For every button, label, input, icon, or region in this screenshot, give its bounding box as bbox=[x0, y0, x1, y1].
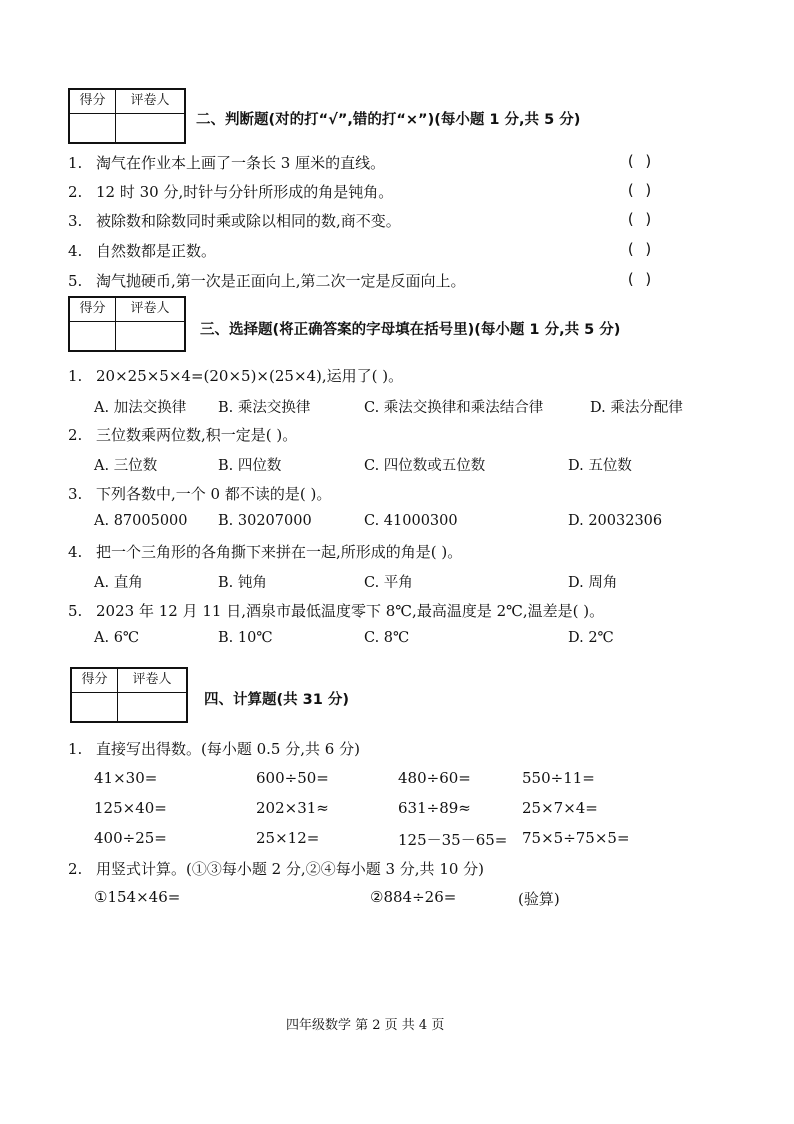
item-number: 1. bbox=[68, 154, 83, 172]
calc-expression: 202×31≈ bbox=[256, 799, 329, 817]
option-d[interactable]: D. 乘法分配律 bbox=[590, 400, 683, 416]
choice-question bbox=[68, 600, 604, 621]
option-c[interactable]: C. 8℃ bbox=[364, 630, 410, 646]
section3-title: 三、选择题(将正确答案的字母填在括号里)(每小题 1 分,共 5 分) bbox=[200, 322, 621, 338]
score-cell[interactable] bbox=[72, 693, 118, 721]
calc-expression: 631÷89≈ bbox=[398, 799, 471, 817]
choice-question bbox=[68, 483, 331, 504]
item-text: 淘气抛硬币,第一次是正面向上,第二次一定是反面向上。 bbox=[96, 272, 466, 290]
question-number: 5. bbox=[68, 602, 83, 620]
calc-expression: 41×30= bbox=[94, 769, 158, 787]
option-a[interactable]: A. 三位数 bbox=[94, 458, 158, 474]
grader-label: 评卷人 bbox=[116, 90, 184, 114]
item-text: 被除数和除数同时乘或除以相同的数,商不变。 bbox=[96, 212, 401, 230]
page-footer: 四年级数学 第 2 页 共 4 页 bbox=[286, 1018, 445, 1033]
calc-expression: 400÷25= bbox=[94, 829, 167, 847]
calc-expression: 25×7×4= bbox=[522, 799, 598, 817]
answer-paren[interactable]: ( ) bbox=[626, 270, 654, 288]
question-number: 1. bbox=[68, 740, 83, 758]
verify-label: (验算) bbox=[518, 890, 560, 908]
option-b[interactable]: B. 30207000 bbox=[218, 513, 312, 529]
score-label: 得分 bbox=[70, 90, 116, 114]
score-label: 得分 bbox=[72, 669, 118, 693]
question-text: 用竖式计算。(①③每小题 2 分,②④每小题 3 分,共 10 分) bbox=[96, 860, 485, 878]
score-box-section3 bbox=[68, 296, 186, 352]
answer-paren[interactable]: ( ) bbox=[626, 152, 654, 170]
option-c[interactable]: C. 41000300 bbox=[364, 513, 458, 529]
calc-expression: 25×12= bbox=[256, 829, 320, 847]
item-number: 5. bbox=[68, 272, 83, 290]
question-text: 下列各数中,一个 0 都不读的是( )。 bbox=[96, 485, 332, 503]
calc-expression: 480÷60= bbox=[398, 769, 471, 787]
score-box-section4 bbox=[70, 667, 188, 723]
judge-item bbox=[68, 181, 393, 202]
item-number: 3. bbox=[68, 212, 83, 230]
grader-cell[interactable] bbox=[116, 322, 184, 350]
item-number: 2. bbox=[68, 183, 83, 201]
item-text: 12 时 30 分,时针与分针所形成的角是钝角。 bbox=[96, 183, 394, 201]
question-number: 3. bbox=[68, 485, 83, 503]
question-text: 直接写出得数。(每小题 0.5 分,共 6 分) bbox=[96, 740, 360, 758]
question-number: 2. bbox=[68, 860, 83, 878]
score-cell[interactable] bbox=[70, 114, 116, 142]
question-number: 4. bbox=[68, 543, 83, 561]
option-b[interactable]: B. 乘法交换律 bbox=[218, 400, 311, 416]
calc-question-2 bbox=[68, 858, 484, 879]
option-b[interactable]: B. 四位数 bbox=[218, 458, 282, 474]
calc-question-1 bbox=[68, 738, 360, 759]
section2-title: 二、判断题(对的打“√”,错的打“×”)(每小题 1 分,共 5 分) bbox=[196, 112, 581, 128]
item-number: 4. bbox=[68, 242, 83, 260]
grader-cell[interactable] bbox=[116, 114, 184, 142]
section4-title: 四、计算题(共 31 分) bbox=[204, 692, 350, 708]
score-cell[interactable] bbox=[70, 322, 116, 350]
calc-expression: 600÷50= bbox=[256, 769, 329, 787]
vertical-calc-item: ①154×46= bbox=[94, 888, 181, 906]
option-a[interactable]: A. 加法交换律 bbox=[94, 400, 187, 416]
grader-cell[interactable] bbox=[118, 693, 186, 721]
answer-paren[interactable]: ( ) bbox=[626, 181, 654, 199]
option-a[interactable]: A. 直角 bbox=[94, 575, 143, 591]
grader-label: 评卷人 bbox=[118, 669, 186, 693]
calc-expression: 125－35－65= bbox=[398, 831, 508, 849]
question-number: 1. bbox=[68, 367, 83, 385]
option-c[interactable]: C. 平角 bbox=[364, 575, 413, 591]
option-d[interactable]: D. 周角 bbox=[568, 575, 618, 591]
choice-question bbox=[68, 365, 403, 386]
judge-item bbox=[68, 240, 216, 261]
question-text: 把一个三角形的各角撕下来拼在一起,所形成的角是( )。 bbox=[96, 543, 463, 561]
calc-expression: 550÷11= bbox=[522, 769, 595, 787]
option-d[interactable]: D. 20032306 bbox=[568, 513, 663, 529]
option-d[interactable]: D. 2℃ bbox=[568, 630, 614, 646]
judge-item bbox=[68, 210, 401, 231]
judge-item bbox=[68, 152, 385, 173]
option-a[interactable]: A. 6℃ bbox=[94, 630, 140, 646]
option-c[interactable]: C. 乘法交换律和乘法结合律 bbox=[364, 400, 544, 416]
item-text: 自然数都是正数。 bbox=[96, 242, 217, 260]
option-c[interactable]: C. 四位数或五位数 bbox=[364, 458, 486, 474]
score-box-section2 bbox=[68, 88, 186, 144]
answer-paren[interactable]: ( ) bbox=[626, 210, 654, 228]
option-b[interactable]: B. 10℃ bbox=[218, 630, 273, 646]
question-number: 2. bbox=[68, 426, 83, 444]
question-text: 三位数乘两位数,积一定是( )。 bbox=[96, 426, 298, 444]
choice-question bbox=[68, 541, 462, 562]
calc-expression: 125×40= bbox=[94, 799, 167, 817]
option-a[interactable]: A. 87005000 bbox=[94, 513, 188, 529]
choice-question bbox=[68, 424, 297, 445]
vertical-calc-item: ②884÷26= bbox=[370, 888, 457, 906]
item-text: 淘气在作业本上画了一条长 3 厘米的直线。 bbox=[96, 154, 386, 172]
question-text: 2023 年 12 月 11 日,酒泉市最低温度零下 8℃,最高温度是 2℃,温差是( )。 bbox=[96, 602, 605, 620]
calc-expression: 75×5÷75×5= bbox=[522, 829, 630, 847]
score-label: 得分 bbox=[70, 298, 116, 322]
judge-item bbox=[68, 270, 466, 291]
question-text: 20×25×5×4=(20×5)×(25×4),运用了( )。 bbox=[96, 367, 404, 385]
option-d[interactable]: D. 五位数 bbox=[568, 458, 632, 474]
option-b[interactable]: B. 钝角 bbox=[218, 575, 267, 591]
grader-label: 评卷人 bbox=[116, 298, 184, 322]
answer-paren[interactable]: ( ) bbox=[626, 240, 654, 258]
